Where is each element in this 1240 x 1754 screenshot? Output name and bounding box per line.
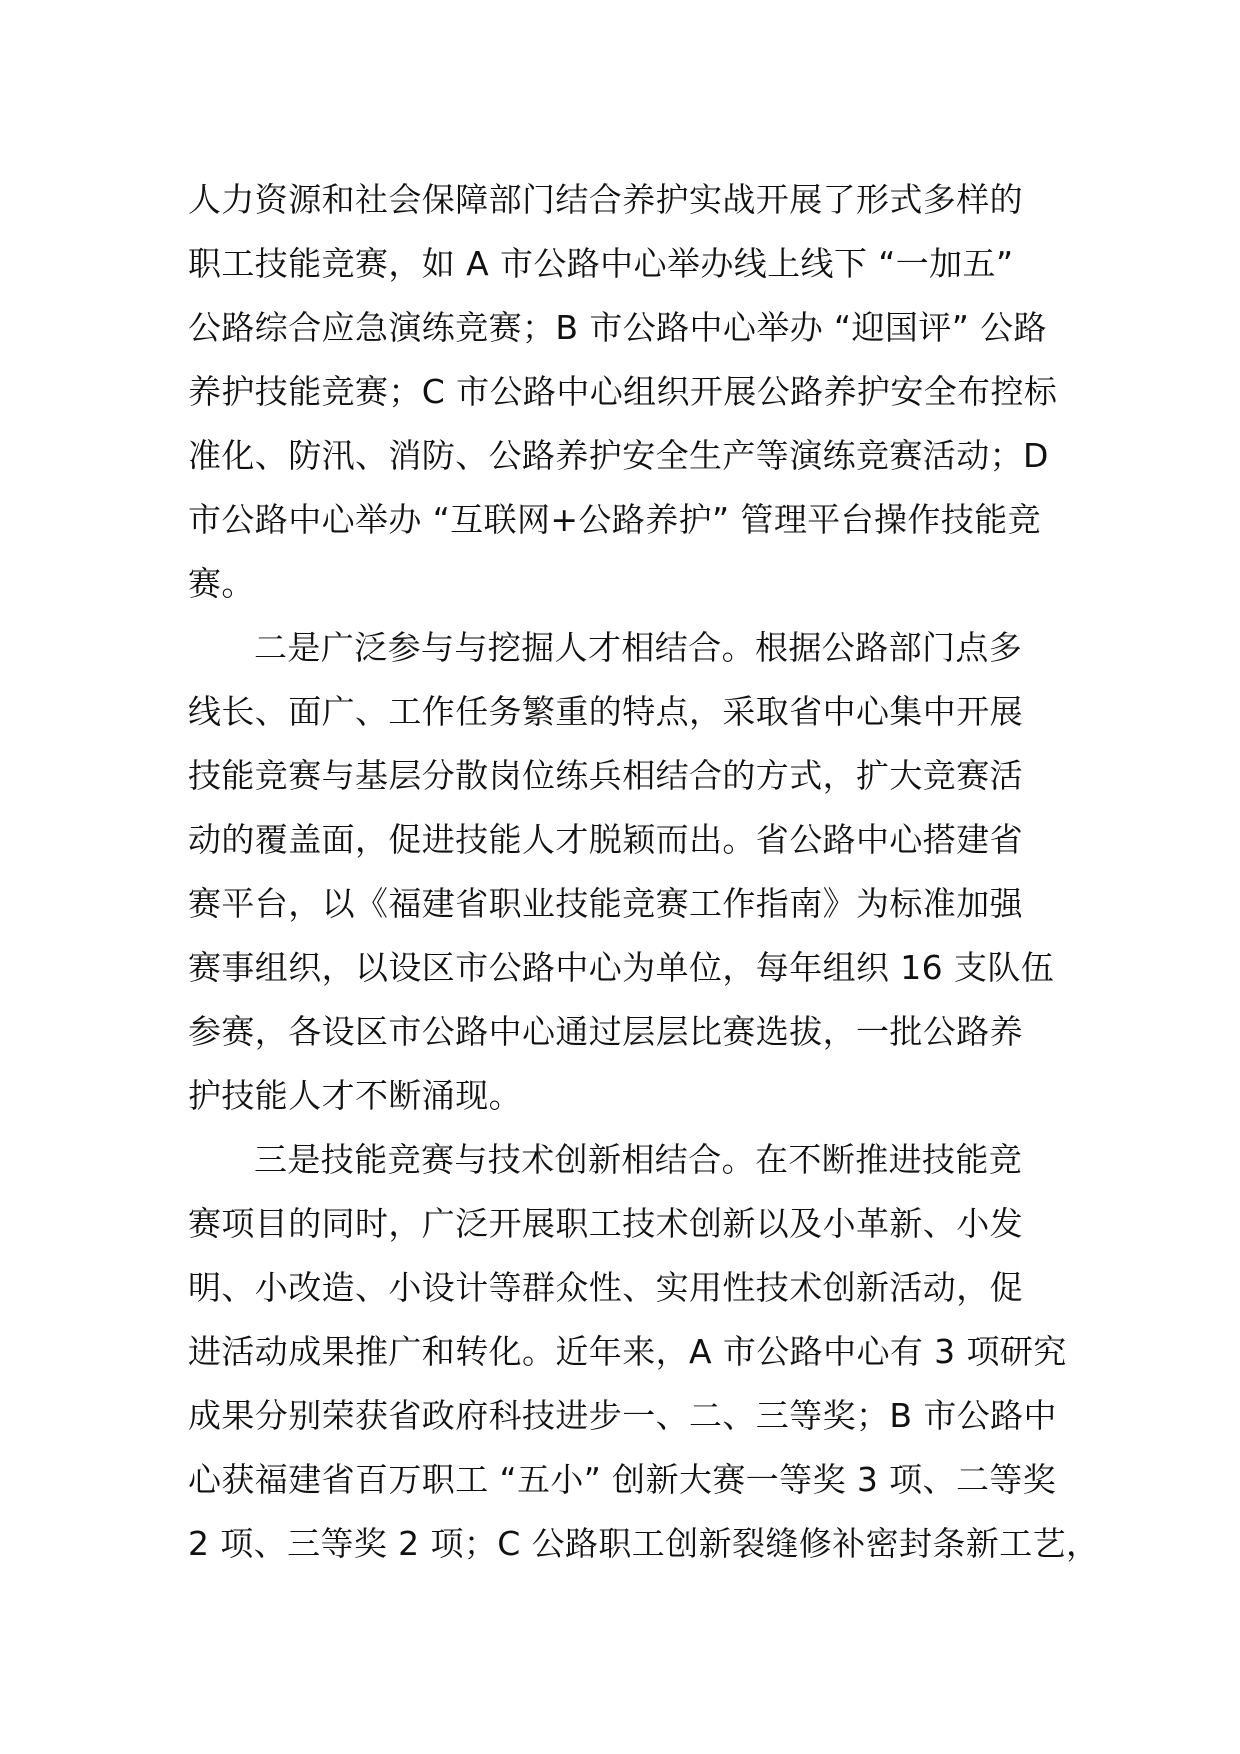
text-line: 明、小改造、小设计等群众性、实用性技术创新活动，促 [188,1268,1023,1307]
text-line: 心获福建省百万职工 “五小” 创新大赛一等奖 3 项、二等奖 [188,1460,1057,1499]
text-line: 2 项、三等奖 2 项；C 公路职工创新裂缝修补密封条新工艺， [188,1524,1100,1563]
body-text [188,168,1100,1576]
text-line: 进活动成果推广和转化。近年来，A 市公路中心有 3 项研究 [188,1332,1067,1371]
text-line: 赛事组织，以设区市公路中心为单位，每年组织 16 支队伍 [188,948,1055,987]
text-line: 护技能人才不断涌现。 [188,1076,522,1115]
text-line: 养护技能竞赛；C 市公路中心组织开展公路养护安全布控标 [188,372,1058,411]
text-line: 准化、防汛、消防、公路养护安全生产等演练竞赛活动；D [188,436,1049,475]
text-line: 参赛，各设区市公路中心通过层层比赛选拔，一批公路养 [188,1012,1023,1051]
text-line: 职工技能竞赛，如 A 市公路中心举办线上线下 “一加五” [188,244,1014,283]
paragraph-start-line: 三是技能竞赛与技术创新相结合。在不断推进技能竞 [254,1140,1023,1179]
paragraph-start-line: 二是广泛参与与挖掘人才相结合。根据公路部门点多 [254,628,1023,667]
text-line: 赛平台，以《福建省职业技能竞赛工作指南》为标准加强 [188,884,1023,923]
text-line: 线长、面广、工作任务繁重的特点，采取省中心集中开展 [188,692,1023,731]
text-line: 技能竞赛与基层分散岗位练兵相结合的方式，扩大竞赛活 [188,756,1023,795]
text-line: 赛。 [188,564,255,603]
text-line: 赛项目的同时，广泛开展职工技术创新以及小革新、小发 [188,1204,1023,1243]
text-line: 人力资源和社会保障部门结合养护实战开展了形式多样的 [188,180,1023,219]
text-line: 成果分别荣获省政府科技进步一、二、三等奖；B 市公路中 [188,1396,1057,1435]
text-line: 公路综合应急演练竞赛；B 市公路中心举办 “迎国评” 公路 [188,308,1047,347]
text-line: 动的覆盖面，促进技能人才脱颖而出。省公路中心搭建省 [188,820,1023,859]
text-line: 市公路中心举办 “互联网+公路养护” 管理平台操作技能竞 [188,500,1042,539]
